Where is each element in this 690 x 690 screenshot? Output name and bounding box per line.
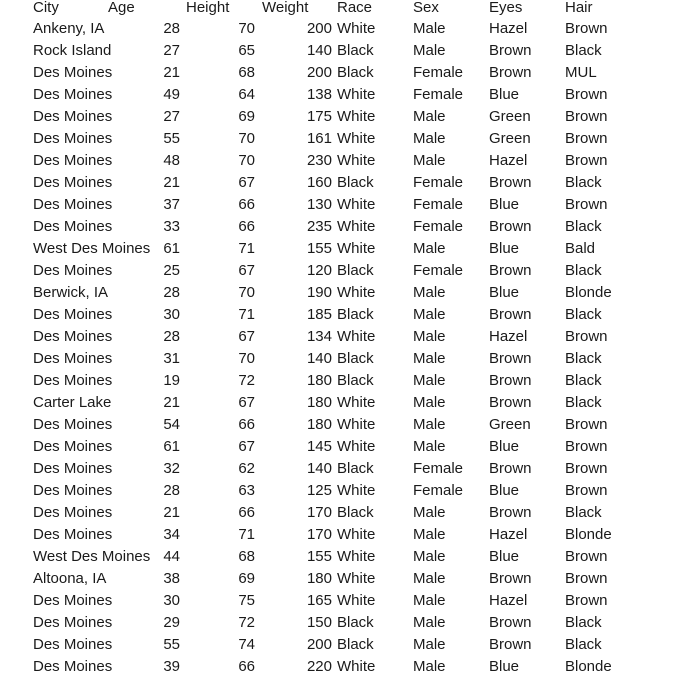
cell-weight[interactable]: 150 [306,614,332,631]
cell-city[interactable]: Des Moines [33,174,113,191]
cell-weight[interactable]: 140 [306,42,332,59]
cell-city[interactable]: Des Moines [33,636,113,653]
cell-weight[interactable]: 165 [306,592,332,609]
cell-hair[interactable]: Black [565,306,602,323]
cell-hair[interactable]: Brown [565,130,608,147]
cell-hair[interactable]: Black [565,636,602,653]
column-header-weight[interactable]: Weight [262,0,309,16]
cell-city[interactable]: Carter Lake [33,394,112,411]
cell-age[interactable]: 19 [163,372,180,389]
cell-eyes[interactable]: Brown [489,614,532,631]
table-row [0,62,690,84]
cell-weight[interactable]: 160 [306,174,332,191]
table-row [0,370,690,392]
cell-hair[interactable]: Blonde [565,526,612,543]
cell-age[interactable]: 44 [163,548,180,565]
table-row [0,524,690,546]
cell-age[interactable]: 54 [163,416,180,433]
cell-race[interactable]: White [337,570,376,587]
cell-age[interactable]: 48 [163,152,180,169]
cell-city[interactable]: Des Moines [33,306,113,323]
cell-city[interactable]: Altoona, IA [33,570,107,587]
table-row [0,40,690,62]
table-row [0,216,690,238]
cell-city[interactable]: Des Moines [33,416,113,433]
cell-hair[interactable]: Black [565,174,602,191]
column-header-city[interactable]: City [33,0,59,16]
cell-race[interactable]: White [337,548,376,565]
cell-weight[interactable]: 120 [306,262,332,279]
cell-age[interactable]: 55 [163,636,180,653]
cell-city[interactable]: Des Moines [33,372,113,389]
cell-height[interactable]: 63 [238,482,255,499]
cell-eyes[interactable]: Brown [489,174,532,191]
cell-race[interactable]: White [337,196,376,213]
cell-hair[interactable]: Brown [565,416,608,433]
table-row [0,502,690,524]
cell-city[interactable]: Des Moines [33,460,113,477]
table-row [0,84,690,106]
cell-age[interactable]: 29 [163,614,180,631]
cell-sex[interactable]: Male [413,20,446,37]
cell-weight[interactable]: 170 [306,504,332,521]
cell-sex[interactable]: Male [413,526,446,543]
cell-sex[interactable]: Female [413,196,464,213]
cell-sex[interactable]: Male [413,570,446,587]
cell-sex[interactable]: Male [413,372,446,389]
cell-weight[interactable]: 235 [306,218,332,235]
cell-city[interactable]: West Des Moines [33,240,151,257]
cell-city[interactable]: Des Moines [33,152,113,169]
cell-weight[interactable]: 180 [306,570,332,587]
cell-eyes[interactable]: Blue [489,284,520,301]
cell-weight[interactable]: 140 [306,460,332,477]
cell-weight[interactable]: 170 [306,526,332,543]
cell-height[interactable]: 70 [238,20,255,37]
cell-sex[interactable]: Male [413,130,446,147]
cell-age[interactable]: 34 [163,526,180,543]
cell-hair[interactable]: Brown [565,328,608,345]
cell-hair[interactable]: Brown [565,548,608,565]
cell-hair[interactable]: Black [565,42,602,59]
cell-hair[interactable]: Brown [565,482,608,499]
table-row [0,348,690,370]
cell-race[interactable]: White [337,394,376,411]
table-row [0,546,690,568]
cell-hair[interactable]: Brown [565,196,608,213]
cell-height[interactable]: 71 [238,240,255,257]
cell-height[interactable]: 66 [238,416,255,433]
cell-race[interactable]: White [337,438,376,455]
cell-sex[interactable]: Male [413,548,446,565]
cell-city[interactable]: Des Moines [33,658,113,675]
cell-race[interactable]: Black [337,174,374,191]
cell-height[interactable]: 69 [238,570,255,587]
cell-city[interactable]: Ankeny, IA [33,20,105,37]
cell-age[interactable]: 49 [163,86,180,103]
cell-age[interactable]: 61 [163,240,180,257]
table-row [0,634,690,656]
table-row [0,172,690,194]
cell-height[interactable]: 67 [238,262,255,279]
cell-sex[interactable]: Female [413,262,464,279]
cell-city[interactable]: Des Moines [33,130,113,147]
cell-weight[interactable]: 161 [306,130,332,147]
cell-height[interactable]: 65 [238,42,255,59]
cell-height[interactable]: 66 [238,504,255,521]
cell-city[interactable]: Des Moines [33,64,113,81]
cell-city[interactable]: Des Moines [33,196,113,213]
cell-sex[interactable]: Male [413,108,446,125]
cell-height[interactable]: 71 [238,306,255,323]
cell-age[interactable]: 28 [163,328,180,345]
cell-hair[interactable]: Black [565,614,602,631]
cell-height[interactable]: 67 [238,438,255,455]
cell-hair[interactable]: Bald [565,240,596,257]
cell-eyes[interactable]: Brown [489,460,532,477]
cell-weight[interactable]: 134 [306,328,332,345]
cell-sex[interactable]: Male [413,614,446,631]
cell-hair[interactable]: Black [565,218,602,235]
cell-age[interactable]: 38 [163,570,180,587]
cell-weight[interactable]: 155 [306,548,332,565]
cell-city[interactable]: Des Moines [33,438,113,455]
cell-eyes[interactable]: Brown [489,218,532,235]
cell-hair[interactable]: Black [565,372,602,389]
cell-hair[interactable]: Brown [565,20,608,37]
table-row [0,18,690,40]
cell-hair[interactable]: Brown [565,592,608,609]
table-row [0,238,690,260]
cell-sex[interactable]: Male [413,658,446,675]
cell-height[interactable]: 71 [238,526,255,543]
cell-height[interactable]: 70 [238,152,255,169]
table-row [0,414,690,436]
table-row [0,282,690,304]
cell-city[interactable]: Des Moines [33,218,113,235]
cell-race[interactable]: White [337,482,376,499]
cell-eyes[interactable]: Green [489,416,531,433]
cell-eyes[interactable]: Blue [489,196,520,213]
cell-hair[interactable]: Brown [565,460,608,477]
cell-height[interactable]: 75 [238,592,255,609]
cell-height[interactable]: 66 [238,218,255,235]
cell-eyes[interactable]: Blue [489,240,520,257]
cell-race[interactable]: Black [337,614,374,631]
cell-race[interactable]: Black [337,42,374,59]
column-header-height[interactable]: Height [186,0,230,16]
cell-sex[interactable]: Male [413,504,446,521]
cell-eyes[interactable]: Blue [489,658,520,675]
table-row [0,458,690,480]
cell-sex[interactable]: Female [413,482,464,499]
table-row [0,568,690,590]
cell-city[interactable]: Des Moines [33,350,113,367]
cell-weight[interactable]: 200 [306,636,332,653]
cell-eyes[interactable]: Brown [489,350,532,367]
cell-city[interactable]: Des Moines [33,526,113,543]
cell-eyes[interactable]: Brown [489,262,532,279]
cell-race[interactable]: Black [337,350,374,367]
header-row [0,0,690,19]
cell-city[interactable]: West Des Moines [33,548,151,565]
table-row [0,260,690,282]
cell-city[interactable]: Berwick, IA [33,284,109,301]
table-row [0,436,690,458]
cell-race[interactable]: White [337,284,376,301]
cell-hair[interactable]: Brown [565,108,608,125]
cell-city[interactable]: Des Moines [33,482,113,499]
cell-city[interactable]: Des Moines [33,108,113,125]
cell-eyes[interactable]: Brown [489,504,532,521]
cell-hair[interactable]: Blonde [565,284,612,301]
table-row [0,304,690,326]
cell-hair[interactable]: Brown [565,570,608,587]
cell-height[interactable]: 70 [238,130,255,147]
table-row [0,392,690,414]
cell-hair[interactable]: Black [565,394,602,411]
cell-race[interactable]: White [337,526,376,543]
cell-eyes[interactable]: Brown [489,64,532,81]
cell-height[interactable]: 72 [238,614,255,631]
cell-age[interactable]: 25 [163,262,180,279]
cell-age[interactable]: 27 [163,42,180,59]
cell-eyes[interactable]: Blue [489,86,520,103]
cell-height[interactable]: 67 [238,394,255,411]
cell-hair[interactable]: Blonde [565,658,612,675]
cell-eyes[interactable]: Hazel [489,526,528,543]
cell-height[interactable]: 67 [238,174,255,191]
cell-race[interactable]: White [337,240,376,257]
cell-age[interactable]: 32 [163,460,180,477]
cell-age[interactable]: 21 [163,64,180,81]
cell-eyes[interactable]: Blue [489,548,520,565]
cell-weight[interactable]: 140 [306,350,332,367]
cell-sex[interactable]: Male [413,350,446,367]
cell-hair[interactable]: Black [565,350,602,367]
cell-sex[interactable]: Male [413,636,446,653]
cell-weight[interactable]: 125 [306,482,332,499]
table-row [0,612,690,634]
cell-hair[interactable]: Brown [565,86,608,103]
cell-sex[interactable]: Male [413,416,446,433]
cell-sex[interactable]: Male [413,592,446,609]
cell-hair[interactable]: MUL [565,64,597,81]
table-row [0,106,690,128]
cell-weight[interactable]: 138 [306,86,332,103]
table-row [0,480,690,502]
cell-eyes[interactable]: Brown [489,394,532,411]
cell-race[interactable]: White [337,218,376,235]
cell-race[interactable]: White [337,658,376,675]
cell-height[interactable]: 66 [238,658,255,675]
cell-weight[interactable]: 200 [306,64,332,81]
cell-height[interactable]: 69 [238,108,255,125]
cell-hair[interactable]: Black [565,262,602,279]
cell-age[interactable]: 55 [163,130,180,147]
cell-height[interactable]: 67 [238,328,255,345]
cell-weight[interactable]: 180 [306,416,332,433]
cell-eyes[interactable]: Hazel [489,20,528,37]
cell-weight[interactable]: 155 [306,240,332,257]
cell-eyes[interactable]: Green [489,130,531,147]
cell-height[interactable]: 64 [238,86,255,103]
cell-city[interactable]: Des Moines [33,504,113,521]
cell-height[interactable]: 62 [238,460,255,477]
cell-sex[interactable]: Male [413,306,446,323]
cell-weight[interactable]: 145 [306,438,332,455]
cell-race[interactable]: White [337,86,376,103]
cell-age[interactable]: 39 [163,658,180,675]
cell-race[interactable]: White [337,328,376,345]
table-row [0,590,690,612]
cell-race[interactable]: White [337,152,376,169]
cell-height[interactable]: 72 [238,372,255,389]
cell-age[interactable]: 30 [163,306,180,323]
cell-sex[interactable]: Female [413,64,464,81]
cell-weight[interactable]: 200 [306,20,332,37]
cell-city[interactable]: Des Moines [33,86,113,103]
cell-age[interactable]: 21 [163,174,180,191]
cell-weight[interactable]: 190 [306,284,332,301]
column-header-age[interactable]: Age [108,0,135,16]
cell-age[interactable]: 33 [163,218,180,235]
cell-eyes[interactable]: Brown [489,42,532,59]
cell-height[interactable]: 74 [238,636,255,653]
cell-sex[interactable]: Male [413,42,446,59]
cell-sex[interactable]: Male [413,328,446,345]
cell-eyes[interactable]: Blue [489,482,520,499]
cell-age[interactable]: 27 [163,108,180,125]
cell-race[interactable]: White [337,592,376,609]
cell-age[interactable]: 21 [163,394,180,411]
cell-weight[interactable]: 220 [306,658,332,675]
cell-race[interactable]: Black [337,64,374,81]
cell-sex[interactable]: Female [413,174,464,191]
cell-race[interactable]: White [337,20,376,37]
cell-weight[interactable]: 180 [306,372,332,389]
cell-sex[interactable]: Male [413,394,446,411]
table-row [0,656,690,678]
cell-city[interactable]: Des Moines [33,592,113,609]
cell-city[interactable]: Rock Island [33,42,112,59]
cell-race[interactable]: Black [337,504,374,521]
table-row [0,326,690,348]
cell-weight[interactable]: 230 [306,152,332,169]
cell-eyes[interactable]: Hazel [489,592,528,609]
cell-sex[interactable]: Male [413,438,446,455]
cell-eyes[interactable]: Brown [489,372,532,389]
cell-hair[interactable]: Brown [565,152,608,169]
table-row [0,150,690,172]
cell-race[interactable]: White [337,108,376,125]
cell-age[interactable]: 21 [163,504,180,521]
column-header-race[interactable]: Race [337,0,373,16]
cell-age[interactable]: 28 [163,482,180,499]
cell-race[interactable]: Black [337,372,374,389]
cell-age[interactable]: 30 [163,592,180,609]
cell-eyes[interactable]: Brown [489,636,532,653]
cell-eyes[interactable]: Brown [489,570,532,587]
column-header-eyes[interactable]: Eyes [489,0,523,16]
cell-sex[interactable]: Female [413,86,464,103]
cell-race[interactable]: Black [337,306,374,323]
cell-age[interactable]: 37 [163,196,180,213]
cell-sex[interactable]: Male [413,284,446,301]
cell-age[interactable]: 28 [163,20,180,37]
cell-race[interactable]: White [337,130,376,147]
cell-hair[interactable]: Brown [565,438,608,455]
cell-height[interactable]: 68 [238,548,255,565]
cell-city[interactable]: Des Moines [33,328,113,345]
cell-sex[interactable]: Female [413,460,464,477]
column-header-hair[interactable]: Hair [565,0,593,16]
cell-race[interactable]: White [337,416,376,433]
cell-eyes[interactable]: Brown [489,306,532,323]
cell-sex[interactable]: Female [413,218,464,235]
column-header-sex[interactable]: Sex [413,0,439,16]
cell-sex[interactable]: Male [413,240,446,257]
cell-height[interactable]: 66 [238,196,255,213]
cell-eyes[interactable]: Hazel [489,328,528,345]
cell-race[interactable]: Black [337,262,374,279]
cell-race[interactable]: Black [337,460,374,477]
cell-race[interactable]: Black [337,636,374,653]
cell-eyes[interactable]: Blue [489,438,520,455]
cell-height[interactable]: 70 [238,284,255,301]
cell-height[interactable]: 68 [238,64,255,81]
cell-weight[interactable]: 130 [306,196,332,213]
cell-city[interactable]: Des Moines [33,614,113,631]
cell-height[interactable]: 70 [238,350,255,367]
cell-eyes[interactable]: Hazel [489,152,528,169]
cell-weight[interactable]: 185 [306,306,332,323]
table-row [0,194,690,216]
cell-hair[interactable]: Black [565,504,602,521]
table-row [0,128,690,150]
cell-weight[interactable]: 180 [306,394,332,411]
cell-age[interactable]: 28 [163,284,180,301]
cell-weight[interactable]: 175 [306,108,332,125]
cell-sex[interactable]: Male [413,152,446,169]
cell-age[interactable]: 31 [163,350,180,367]
cell-city[interactable]: Des Moines [33,262,113,279]
cell-eyes[interactable]: Green [489,108,531,125]
cell-age[interactable]: 61 [163,438,180,455]
